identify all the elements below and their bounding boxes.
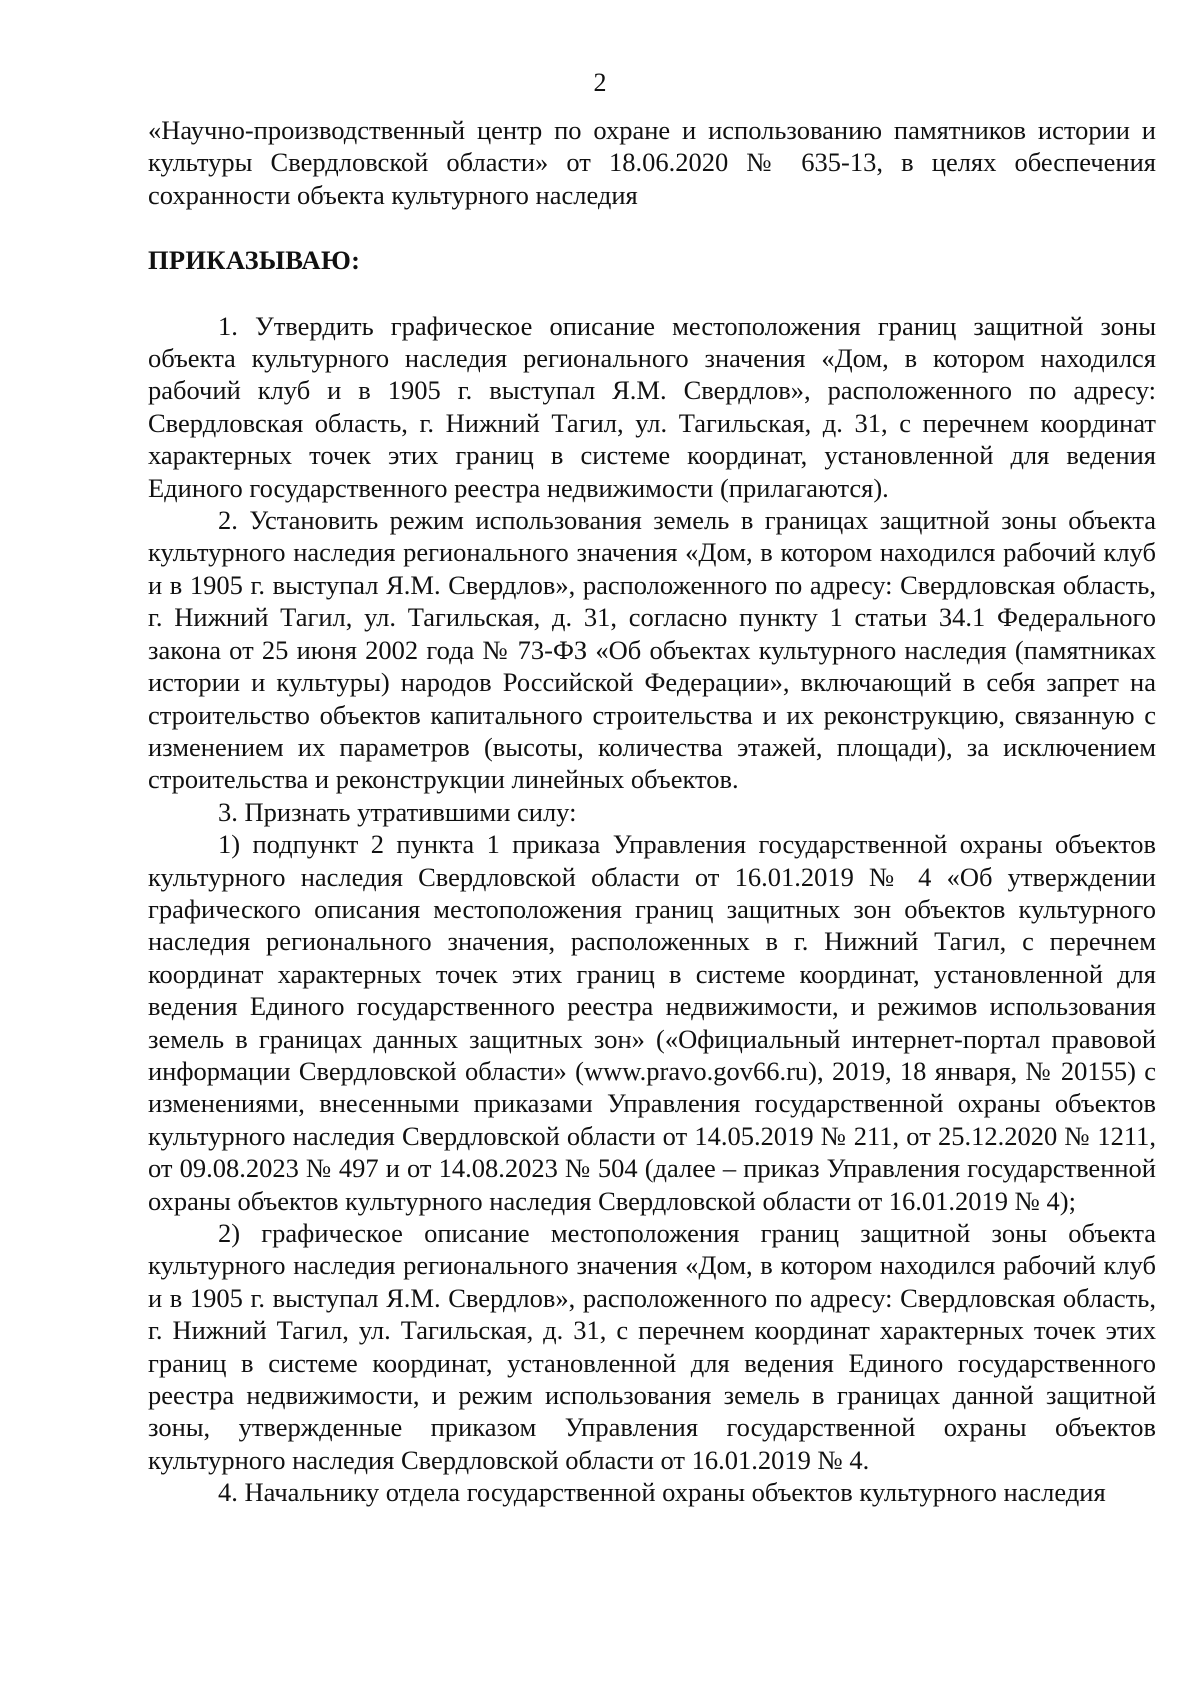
paragraph-1: 1. Утвердить графическое описание местоположения границ защитной зоны объекта культурного наследия регионального значения «Дом, в котором находился рабочий клуб и в 1905 г. выступал Я.М. Свердлов», расположенного по адресу: Свердловская область, г. Нижний Тагил, ул. Тагильская, д. 31, с перечнем координат характерных точек этих границ в системе координат, установленной для ведения Единого государственного реестра недвижимости (прилагаются). xyxy=(148,310,1156,503)
paragraph-2: 2. Установить режим использования земель в границах защитной зоны объекта культурного наследия регионального значения «Дом, в котором находился рабочий клуб и в 1905 г. выступал Я.М. Свердлов», расположенного по адресу: Свердловская область, г. Нижний Тагил, ул. Тагильская, д. 31, согласно пункту 1 статьи 34.1 Федерального закона от 25 июня 2002 года № 73-ФЗ «Об объектах культурного наследия (памятниках истории и культуры) народов Российской Федерации», включающий в себя запрет на строительство объектов капитального строительства и их реконструкцию, связанную с изменением их параметров (высоты, количества этажей, площади), за исключением строительства и реконструкции линейных объектов. xyxy=(148,505,1156,795)
paragraph-3: 3. Признать утратившими силу: xyxy=(218,796,577,827)
intro-paragraph: «Научно-производственный центр по охране и использованию памятников истории и культуры Свердловской области» от 18.06.2020 № 635-13, в целях обеспечения сохранности объекта культурного наследия xyxy=(148,115,1156,210)
document-body xyxy=(148,114,1156,1509)
subparagraph-3-1: 1) подпункт 2 пункта 1 приказа Управления государственной охраны объектов культурного наследия Свердловской области от 16.01.2019 № 4 «Об утверждении графического описания местоположения границ защитных зон объектов культурного наследия регионального значения, расположенных в г. Нижний Тагил, с перечнем координат характерных точек этих границ в системе координат, установленной для ведения Единого государственного реестра недвижимости, и режимов использования земель в границах данных защитных зон» («Официальный интернет-портал правовой информации Свердловской области» (www.pravo.gov66.ru), 2019, 18 января, № 20155) с изменениями, внесенными приказами Управления государственной охраны объектов культурного наследия Свердловской области от 14.05.2019 № 211, от 25.12.2020 № 1211, от 09.08.2023 № 497 и от 14.08.2023 № 504 (далее – приказ Управления государственной охраны объектов культурного наследия Свердловской области от 16.01.2019 № 4); xyxy=(148,829,1156,1216)
paragraph-4: 4. Начальнику отдела государственной охраны объектов культурного наследия xyxy=(218,1477,1106,1508)
order-heading: ПРИКАЗЫВАЮ: xyxy=(148,245,361,276)
subparagraph-3-2: 2) графическое описание местоположения границ защитной зоны объекта культурного наследия регионального значения «Дом, в котором находился рабочий клуб и в 1905 г. выступал Я.М. Свердлов», расположенного по адресу: Свердловская область, г. Нижний Тагил, ул. Тагильская, д. 31, с перечнем координат характерных точек этих границ в системе координат, установленной для ведения Единого государственного реестра недвижимости, и режим использования земель в границах данной защитной зоны, утвержденные приказом Управления государственной охраны объектов культурного наследия Свердловской области от 16.01.2019 № 4. xyxy=(148,1218,1156,1475)
page-number: 2 xyxy=(593,68,607,97)
